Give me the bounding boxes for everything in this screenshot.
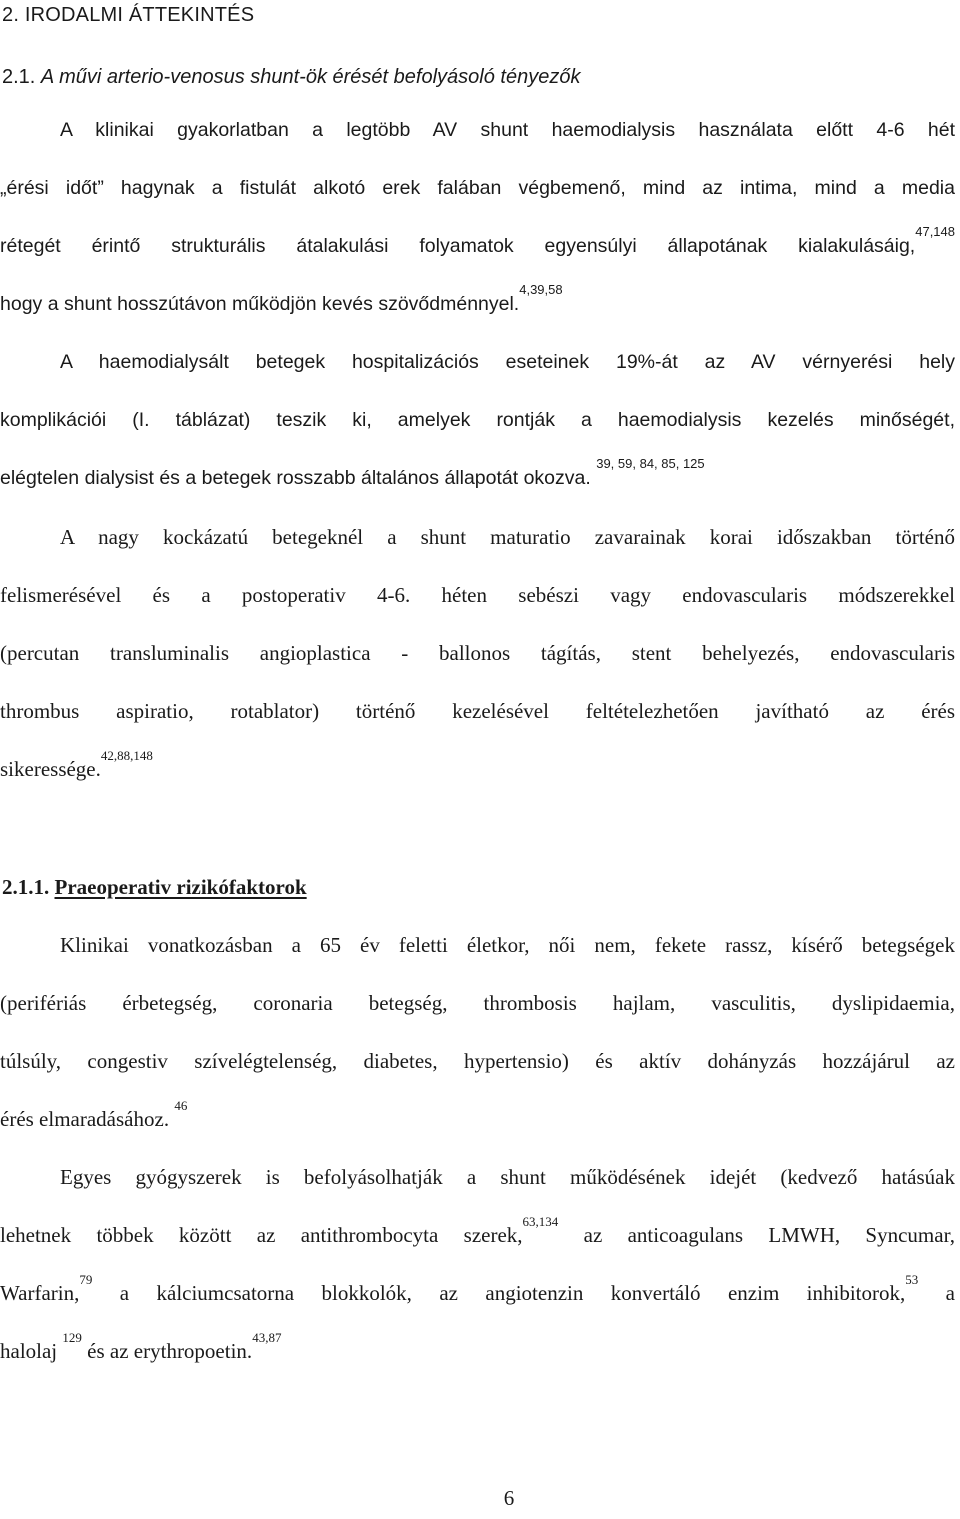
- text-segment: halolaj: [0, 1339, 58, 1363]
- paragraph-shunt-maturation: [0, 101, 955, 333]
- text-line: [0, 1090, 955, 1148]
- paragraph-high-risk-patients: [0, 508, 955, 798]
- text-line: [0, 1206, 955, 1264]
- text-segment: elégtelen dialysist és a betegek rosszabb általános állapotát okozva.: [0, 467, 591, 489]
- citation: 53: [905, 1272, 919, 1287]
- text-segment: érés elmaradásához.: [0, 1107, 170, 1131]
- text-line: A klinikai gyakorlatban a legtöbb AV shunt haemodialysis használata előtt 4-6 hét: [60, 119, 955, 141]
- citation: 42,88,148: [100, 748, 153, 763]
- text-line: komplikációi (I. táblázat) teszik ki, amelyek rontják a haemodialysis kezelés minőségét,: [0, 409, 955, 431]
- citation: 43,87: [252, 1330, 282, 1345]
- text-line: (percutan transluminalis angioplastica - ballonos tágítás, stent behelyezés, endovascularis: [0, 641, 955, 665]
- text-line: (perifériás érbetegség, coronaria betegség, thrombosis hajlam, vasculitis, dyslipidaemia,: [0, 991, 955, 1015]
- page-number: 6: [503, 1486, 515, 1510]
- text-segment: lehetnek többek között az antithrombocyta szerek,: [0, 1223, 523, 1247]
- text-line: [0, 275, 955, 333]
- text-line: túlsúly, congestiv szívelégtelenség, diabetes, hypertensio) és aktív dohányzás hozzájárul az: [0, 1049, 955, 1073]
- text-line: thrombus aspiratio, rotablator) történő kezelésével feltételezhetően javítható az érés: [0, 699, 955, 723]
- text-line: [0, 1264, 955, 1322]
- text-line: [0, 1322, 955, 1380]
- citation: 39, 59, 84, 85, 125: [596, 456, 705, 471]
- text-line: Egyes gyógyszerek is befolyásolhatják a shunt működésének idejét (kedvező hatásúak: [60, 1165, 955, 1189]
- section-title: A művi arterio-venosus shunt-ök érését befolyásoló tényezők: [40, 66, 581, 88]
- text-segment: hogy a shunt hosszútávon működjön kevés szövődménnyel.: [0, 293, 520, 315]
- subsection-title: Praeoperativ rizikófaktorok: [54, 875, 307, 899]
- chapter-title: IRODALMI ÁTTEKINTÉS: [24, 4, 255, 26]
- text-segment: és az erythropoetin.: [87, 1339, 253, 1363]
- text-segment: sikeressége.: [0, 757, 101, 781]
- citation: 47,148: [915, 224, 955, 239]
- section-number: 2.1.: [2, 66, 36, 88]
- text-line: A nagy kockázatú betegeknél a shunt maturatio zavarainak korai időszakban történő: [60, 525, 955, 549]
- chapter-heading: [2, 0, 254, 30]
- text-line: [0, 449, 955, 507]
- paragraph-hospitalization: [0, 333, 955, 507]
- text-segment: a kálciumcsatorna blokkolók, az angiotenzin konvertáló enzim inhibitorok,: [119, 1281, 906, 1305]
- text-line: [0, 740, 955, 798]
- chapter-number: 2.: [2, 4, 20, 26]
- paragraph-risk-factors: [0, 916, 955, 1148]
- text-line: Klinikai vonatkozásban a 65 év feletti életkor, női nem, fekete rassz, kísérő betegségek: [60, 933, 955, 957]
- text-line: [0, 217, 955, 275]
- citation: 129: [62, 1330, 82, 1345]
- text-segment: rétegét érintő strukturális átalakulási folyamatok egyensúlyi állapotának kialakulásáig,: [0, 235, 916, 257]
- section-heading: [2, 62, 580, 92]
- text-segment: Warfarin,: [0, 1281, 80, 1305]
- text-segment: az anticoagulans LMWH, Syncumar,: [583, 1223, 955, 1247]
- citation: 46: [174, 1098, 188, 1113]
- subsection-heading: [2, 872, 307, 902]
- text-line: A haemodialysált betegek hospitalizációs eseteinek 19%-át az AV vérnyerési hely: [60, 351, 955, 373]
- text-segment: a: [945, 1281, 955, 1305]
- citation: 79: [79, 1272, 93, 1287]
- citation: 63,134: [522, 1214, 559, 1229]
- text-line: „érési időt” hagynak a fistulát alkotó erek falában végbemenő, mind az intima, mind a media: [0, 177, 955, 199]
- paragraph-medications: [0, 1148, 955, 1380]
- citation: 4,39,58: [519, 282, 563, 297]
- text-line: felismerésével és a postoperativ 4-6. héten sebészi vagy endovascularis módszerekkel: [0, 583, 955, 607]
- subsection-number: 2.1.1.: [2, 875, 50, 899]
